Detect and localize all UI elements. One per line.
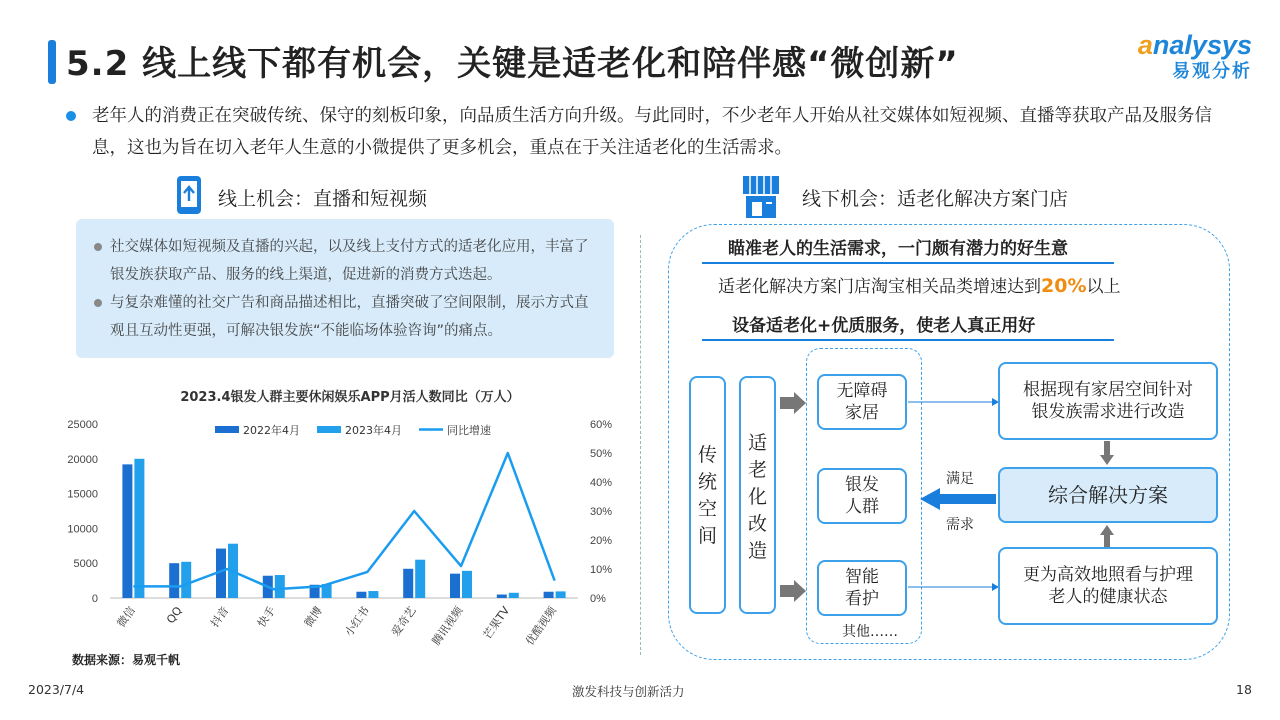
offline-line-1: 瞄准老人的生活需求，一门颇有潜力的好生意 <box>728 239 1068 259</box>
underline <box>702 339 1114 341</box>
x-tick-label: 微信 <box>114 604 138 630</box>
barrier-free-home-box: 无障碍 家居 <box>817 374 907 430</box>
underline <box>702 262 1114 264</box>
health-care-box: 更为高效地照看与护理 老人的健康状态 <box>998 547 1218 625</box>
growth-line <box>133 453 554 589</box>
offline-line-2-pre: 适老化解决方案门店淘宝相关品类增速达到 <box>718 277 1041 297</box>
legend-label: 同比增速 <box>447 424 491 437</box>
bar <box>356 592 366 598</box>
arrow-left-icon <box>918 486 998 512</box>
char: 间 <box>697 525 717 547</box>
arrow-up-icon <box>1099 523 1115 549</box>
offline-line-2 <box>718 272 1120 297</box>
traditional-space-box <box>689 376 726 614</box>
bar <box>122 464 132 598</box>
analysys-logo <box>1122 30 1252 96</box>
bar <box>415 560 425 598</box>
intro-paragraph: 老年人的消费正在突破传统、保守的刻板印象，向品质生活方向升级。与此同时，不少老年人开始从社交媒体如短视频、直播等获取产品及服务信息，这也为旨在切入老年人生意的小微提供了更多机会，重点在于关注适老化的生活需求。 <box>92 106 1212 158</box>
home-renovation-box: 根据现有家居空间针对 银发族需求进行改造 <box>998 362 1218 440</box>
arrow-down-icon <box>1099 441 1115 467</box>
char: 造 <box>747 540 767 562</box>
meet-label: 满足 <box>946 471 974 487</box>
bullet-dot-icon <box>94 299 102 307</box>
bar <box>450 574 460 598</box>
bar <box>556 591 566 598</box>
page-title: 5.2 线上线下都有机会，关键是适老化和陪伴感“微创新” <box>66 44 959 84</box>
y-tick-label-left: 10000 <box>67 523 98 536</box>
page-number: 18 <box>1236 682 1252 697</box>
char: 传 <box>697 444 717 466</box>
smart-care-box: 智能 看护 <box>817 560 907 616</box>
y-tick-label-right: 30% <box>590 506 613 518</box>
demand-label: 需求 <box>946 517 974 533</box>
logo-a-glyph: a <box>1137 30 1153 60</box>
connector-arrow-icon <box>908 396 1000 408</box>
y-tick-label-right: 50% <box>590 448 613 460</box>
x-tick-label: 小红书 <box>342 604 372 639</box>
logo-text-top: nalysys <box>1152 30 1252 60</box>
connector-arrow-icon <box>908 581 1000 593</box>
arrow-right-icon <box>778 390 808 416</box>
legend-label: 2023年4月 <box>345 424 402 437</box>
x-tick-label: 腾讯视频 <box>429 604 466 648</box>
offline-line-2-post: 以上 <box>1086 277 1121 297</box>
x-tick-label: 微博 <box>301 604 326 630</box>
offline-line-3: 设备适老化+优质服务，使老人真正用好 <box>732 316 1036 336</box>
char: 老 <box>747 459 767 481</box>
y-tick-label-left: 15000 <box>67 488 98 501</box>
char: 适 <box>747 432 767 454</box>
char: 改 <box>747 513 767 535</box>
others-label: 其他…… <box>842 624 898 640</box>
y-tick-label-left: 25000 <box>67 419 98 431</box>
online-bullet-text: 与复杂难懂的社交广告和商品描述相比，直播突破了空间限制，展示方式直观且互动性更强，可解决银发族“不能临场体验咨询”的痛点。 <box>110 295 589 339</box>
x-tick-label: QQ <box>164 604 185 626</box>
section-divider <box>640 235 641 655</box>
legend-swatch <box>317 426 341 433</box>
logo-text-bottom: 易观分析 <box>1172 61 1252 82</box>
offline-heading: 线下机会：适老化解决方案门店 <box>802 188 1069 210</box>
bar <box>497 595 507 598</box>
x-tick-label: 抖音 <box>208 604 232 630</box>
footer-date: 2023/7/4 <box>28 682 85 697</box>
bar <box>169 563 179 598</box>
bar <box>403 569 413 598</box>
intro-bullet-icon <box>66 111 76 121</box>
footer-slogan: 激发科技与创新活力 <box>572 684 685 699</box>
bar <box>275 575 285 598</box>
growth-highlight: 20% <box>1041 275 1087 297</box>
bar <box>368 591 378 598</box>
y-tick-label-left: 20000 <box>67 453 98 466</box>
bullet-dot-icon <box>94 243 102 251</box>
bar <box>462 571 472 598</box>
legend-label: 2022年4月 <box>243 424 300 437</box>
chart-title: 2023.4银发人群主要休闲娱乐APP月活人数同比（万人） <box>180 390 520 405</box>
bar <box>134 459 144 598</box>
store-icon <box>742 175 780 219</box>
bar <box>509 593 519 598</box>
y-tick-label-left: 0 <box>91 593 98 605</box>
y-tick-label-left: 5000 <box>73 558 98 571</box>
char: 统 <box>697 471 717 493</box>
online-heading: 线上机会：直播和短视频 <box>218 188 428 210</box>
y-tick-label-right: 60% <box>590 419 613 431</box>
y-tick-label-right: 20% <box>590 535 613 547</box>
app-mau-chart <box>58 410 628 650</box>
aging-adaptation-box <box>739 376 776 614</box>
y-tick-label-right: 0% <box>590 593 606 605</box>
online-info-box <box>76 219 614 358</box>
title-accent-bar <box>48 40 56 84</box>
x-tick-label: 快手 <box>254 604 279 630</box>
online-bullet-text: 社交媒体如短视频及直播的兴起，以及线上支付方式的适老化应用，丰富了银发族获取产品、服务的线上渠道，促进新的消费方式迭起。 <box>110 239 589 283</box>
online-bullet <box>94 289 602 345</box>
char: 化 <box>747 486 767 508</box>
online-bullet <box>94 233 602 289</box>
char: 空 <box>697 498 717 520</box>
y-tick-label-right: 10% <box>590 564 613 576</box>
legend-swatch <box>215 426 239 433</box>
x-tick-label: 优酷视频 <box>523 604 560 648</box>
silver-group-box: 银发 人群 <box>817 468 907 524</box>
x-tick-label: 芒果TV <box>480 604 513 642</box>
bar <box>544 592 554 598</box>
comprehensive-solution-box: 综合解决方案 <box>998 467 1218 523</box>
mobile-refresh-icon <box>176 175 202 215</box>
y-tick-label-right: 40% <box>590 477 613 489</box>
data-source: 数据来源：易观千帆 <box>72 653 181 667</box>
x-tick-label: 爱奇艺 <box>389 604 419 639</box>
arrow-right-icon <box>778 578 808 604</box>
bar <box>181 562 191 598</box>
